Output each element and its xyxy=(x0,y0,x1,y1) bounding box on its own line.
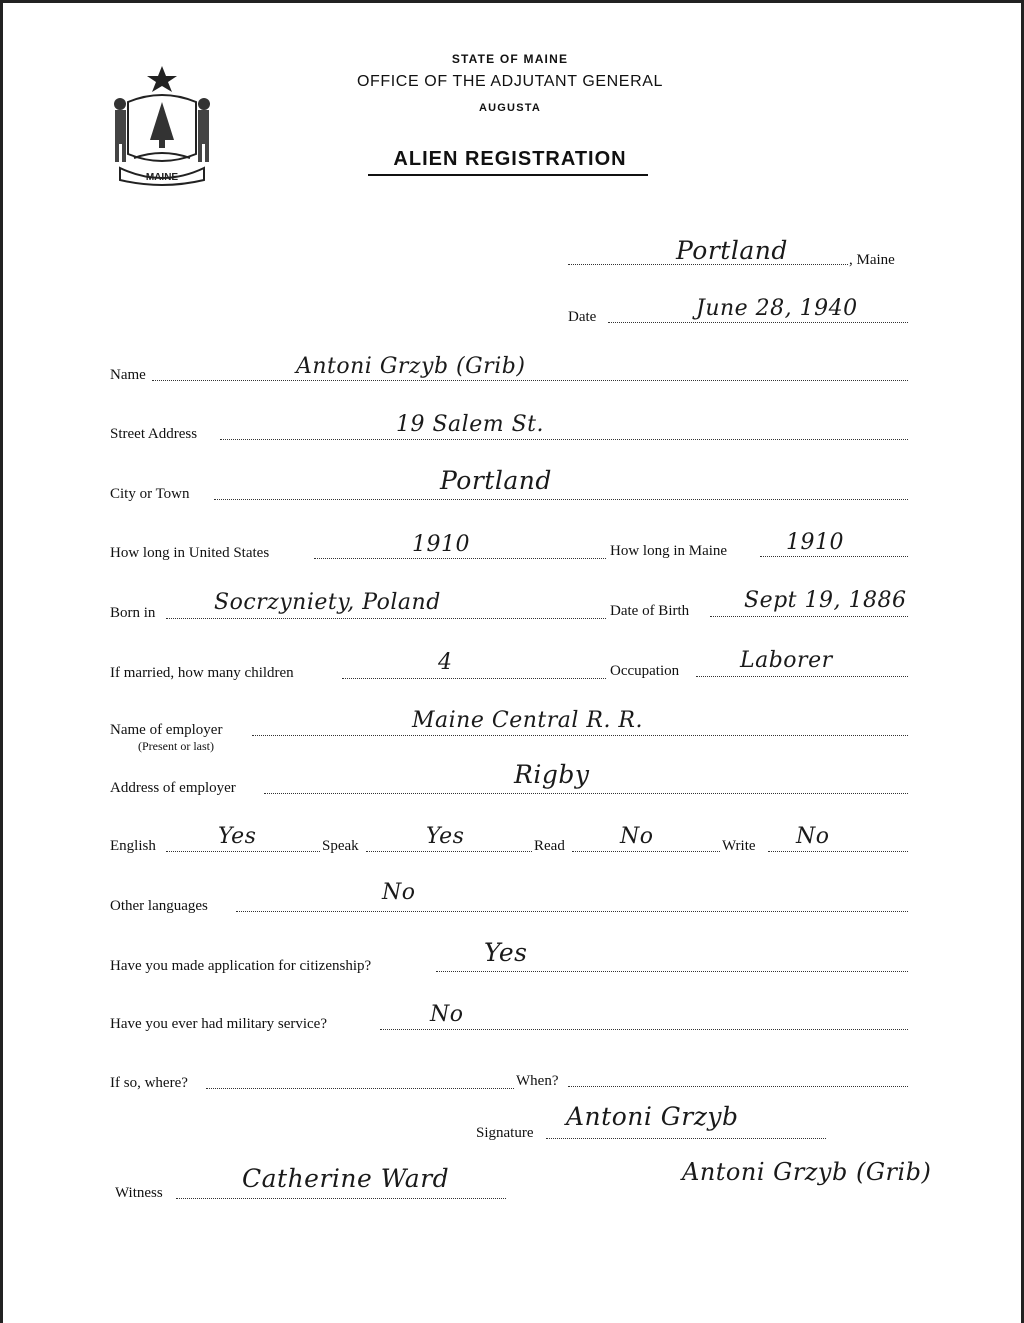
when-line xyxy=(568,1086,908,1087)
where-line xyxy=(206,1088,514,1089)
employer-sub-label: (Present or last) xyxy=(138,739,214,753)
street-label: Street Address xyxy=(110,426,198,442)
military-value: No xyxy=(430,1002,464,1027)
maine-label: How long in Maine xyxy=(610,543,728,559)
children-label: If married, how many children xyxy=(110,665,294,681)
speak-value: Yes xyxy=(426,824,465,849)
other-lang-line xyxy=(236,911,908,912)
write-value: No xyxy=(796,824,830,849)
occupation-label: Occupation xyxy=(610,663,680,679)
citizenship-label: Have you made application for citizenship? xyxy=(110,958,372,974)
witness-label: Witness xyxy=(115,1185,163,1201)
header-state: STATE OF MAINE xyxy=(451,52,569,66)
read-line xyxy=(572,851,720,852)
read-label: Read xyxy=(534,838,565,854)
employer-label: Name of employer xyxy=(110,722,223,738)
speak-line xyxy=(366,851,532,852)
born-line xyxy=(166,618,606,619)
born-value: Socrzyniety, Poland xyxy=(214,590,441,615)
dob-line xyxy=(710,616,908,617)
other-lang-value: No xyxy=(382,880,416,905)
citizenship-value: Yes xyxy=(484,938,528,967)
city-label: City or Town xyxy=(110,486,190,502)
emp-address-value: Rigby xyxy=(514,760,590,789)
date-value: June 28, 1940 xyxy=(696,296,858,321)
occupation-line xyxy=(696,676,908,677)
read-value: No xyxy=(620,824,654,849)
maine-line xyxy=(760,556,908,557)
occupation-value: Laborer xyxy=(740,648,833,673)
us-label: How long in United States xyxy=(110,545,270,561)
name-label: Name xyxy=(110,367,146,383)
maine-value: 1910 xyxy=(786,530,844,555)
english-label: English xyxy=(110,838,156,854)
maine-state-seal-icon xyxy=(106,62,218,190)
place-value: Portland xyxy=(676,236,788,265)
witness-line xyxy=(176,1198,506,1199)
dob-value: Sept 19, 1886 xyxy=(744,588,907,613)
employer-value: Maine Central R. R. xyxy=(412,708,643,733)
witness-value: Catherine Ward xyxy=(242,1164,450,1193)
dob-label: Date of Birth xyxy=(610,603,690,619)
date-line xyxy=(608,322,908,323)
speak-label: Speak xyxy=(322,838,359,854)
children-line xyxy=(342,678,606,679)
when-label: When? xyxy=(516,1073,559,1089)
emp-address-label: Address of employer xyxy=(110,780,236,796)
other-lang-label: Other languages xyxy=(110,898,208,914)
english-line xyxy=(166,851,320,852)
write-line xyxy=(768,851,908,852)
name-value: Antoni Grzyb (Grib) xyxy=(296,354,526,379)
emp-address-line xyxy=(264,793,908,794)
seal-text: MAINE xyxy=(145,172,179,183)
where-label: If so, where? xyxy=(110,1075,188,1091)
street-line xyxy=(220,439,908,440)
name-line xyxy=(152,380,908,381)
header-office: OFFICE OF THE ADJUTANT GENERAL xyxy=(356,73,664,90)
place-suffix: , Maine xyxy=(849,252,895,268)
scan-border-left xyxy=(0,0,3,1323)
title-underline xyxy=(368,174,648,176)
military-line xyxy=(380,1029,908,1030)
us-line xyxy=(314,558,606,559)
military-label: Have you ever had military service? xyxy=(110,1016,327,1032)
us-value: 1910 xyxy=(412,532,470,557)
city-value: Portland xyxy=(440,466,552,495)
scan-border-top xyxy=(0,0,1024,3)
signature-line xyxy=(546,1138,826,1139)
signature-value: Antoni Grzyb xyxy=(566,1102,739,1131)
citizenship-line xyxy=(436,971,908,972)
page-title: ALIEN REGISTRATION xyxy=(393,148,627,170)
signature-label: Signature xyxy=(476,1125,534,1141)
english-value: Yes xyxy=(218,824,257,849)
employer-line xyxy=(252,735,908,736)
date-label: Date xyxy=(568,309,597,325)
born-label: Born in xyxy=(110,605,156,621)
header-city: AUGUSTA xyxy=(479,102,541,114)
children-value: 4 xyxy=(438,650,453,675)
street-value: 19 Salem St. xyxy=(396,412,544,437)
city-line xyxy=(214,499,908,500)
write-label: Write xyxy=(722,838,756,854)
margin-note: Antoni Grzyb (Grib) xyxy=(682,1158,932,1186)
